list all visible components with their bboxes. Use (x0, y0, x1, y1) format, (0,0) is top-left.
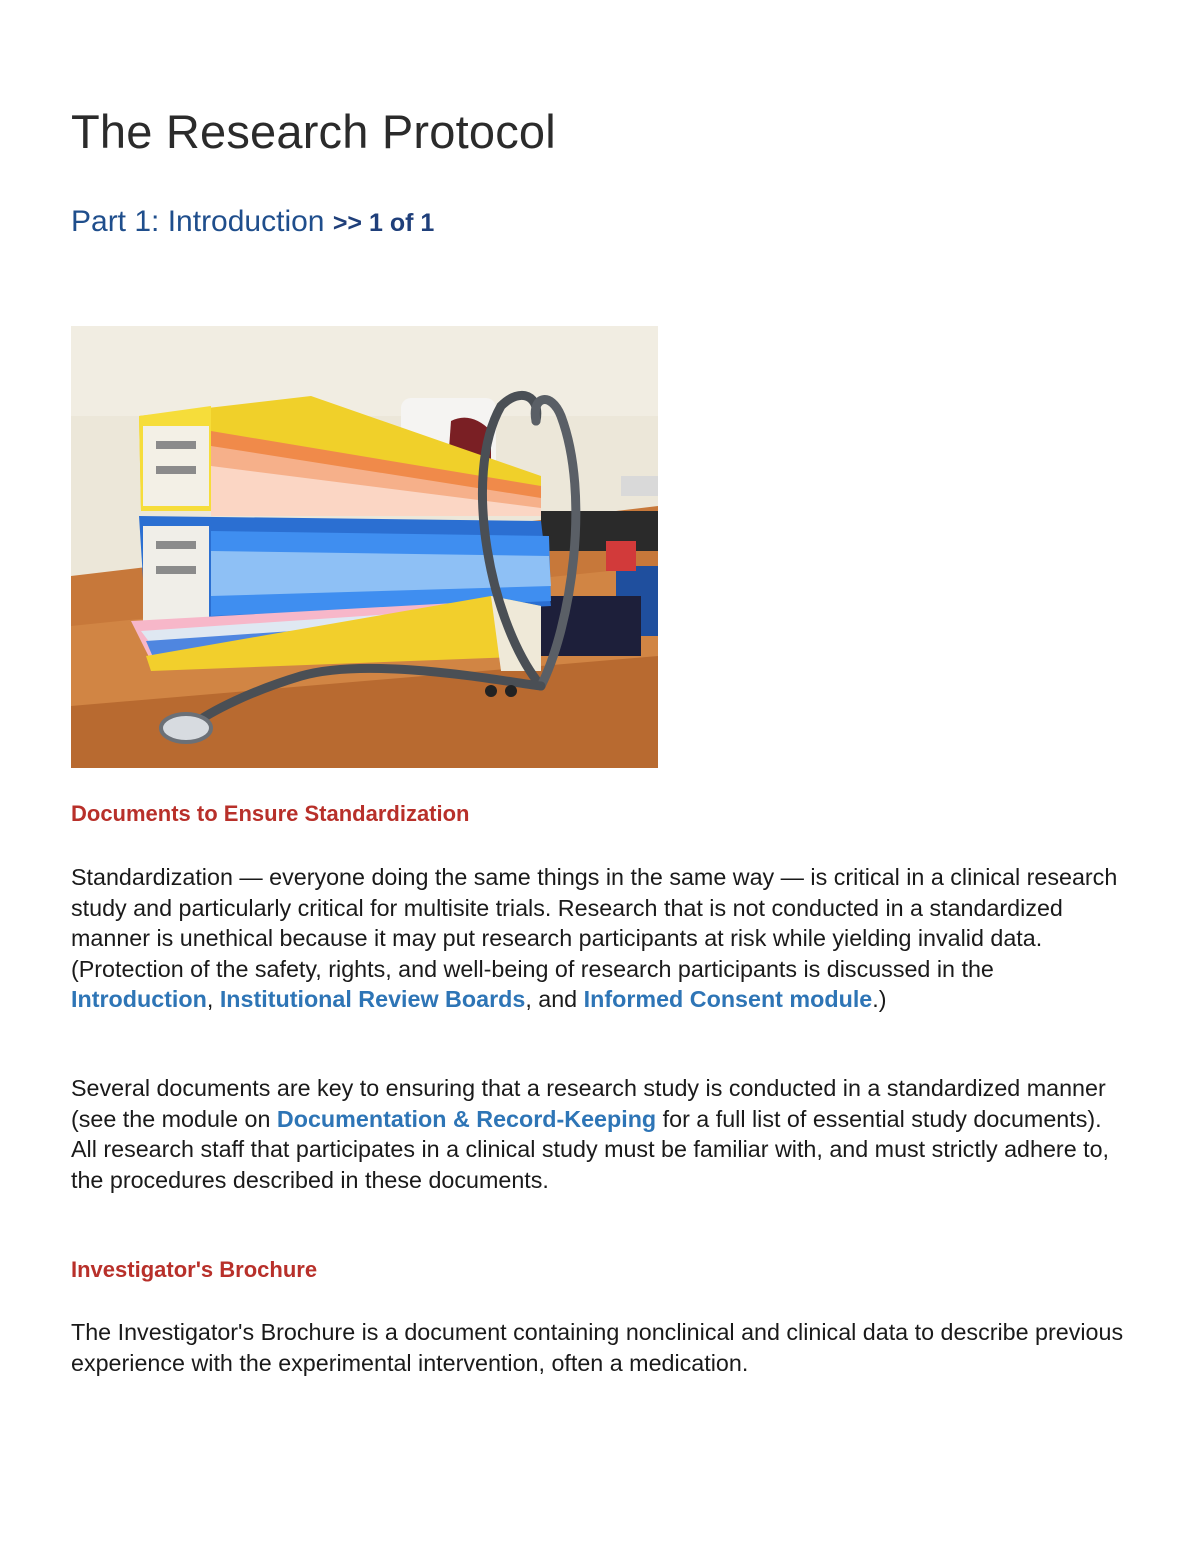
binders-stethoscope-photo (71, 326, 658, 768)
investigators-brochure-paragraph: The Investigator's Brochure is a document containing nonclinical and clinical data to describe previous experience with the experimental intervention, often a medication. (71, 1319, 1124, 1376)
informed-consent-link[interactable]: Informed Consent module (583, 986, 873, 1012)
para1-text: Standardization — everyone doing the same things in the same way — is critical in a clinical research study and particularly critical for multisite trials. Research that is not conducted in a standardized manner is unethical because it may put research participants at risk while yielding invalid data. (Protection of the safety, rights, and well-being of research participants is discussed in the (71, 864, 1118, 982)
key-documents-paragraph (71, 1073, 1131, 1195)
para2-text2: for a full list of essential study documents). All research staff that participates in a clinical study must be familiar with, and must strictly adhere to, the procedures described in these documents. (71, 1105, 1110, 1193)
part-subtitle (71, 205, 434, 239)
irb-link[interactable]: Institutional Review Boards (219, 986, 526, 1012)
page-indicator[interactable]: >> 1 of 1 (332, 209, 435, 237)
standardization-paragraph (71, 862, 1131, 1015)
para1-end: .) (872, 986, 887, 1012)
para1-sep2: , and (525, 986, 584, 1012)
page-title: The Research Protocol (71, 105, 556, 158)
introduction-link[interactable]: Introduction (71, 986, 207, 1012)
section-heading-investigators-brochure: Investigator's Brochure (71, 1257, 318, 1282)
documentation-record-keeping-link[interactable]: Documentation & Record-Keeping (276, 1105, 657, 1132)
para1-sep1: , (206, 986, 220, 1012)
part-label: Part 1: Introduction (71, 205, 325, 238)
para2-text1: Several documents are key to ensuring that a research study is conducted in a standardized manner (see the module on (71, 1075, 1106, 1132)
section-heading-standardization: Documents to Ensure Standardization (71, 801, 470, 826)
